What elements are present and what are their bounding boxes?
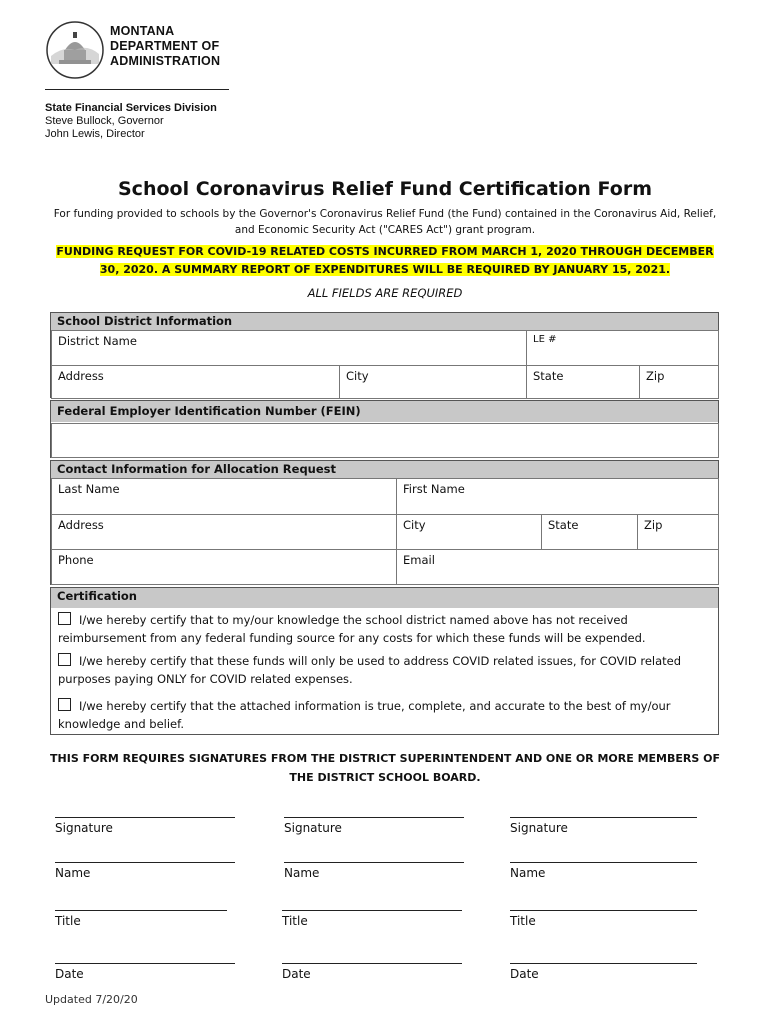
- certification-checkbox-3[interactable]: [58, 698, 71, 711]
- certification-checkbox-1[interactable]: [58, 612, 71, 625]
- name-label-2: Name: [284, 866, 320, 880]
- date-line-1[interactable]: [55, 963, 235, 964]
- funding-notice: [45, 243, 725, 279]
- phone-label: Phone: [58, 553, 94, 567]
- contact-address-label: Address: [58, 518, 104, 532]
- title-label-2: Title: [282, 914, 308, 928]
- contact-heading: Contact Information for Allocation Request: [51, 461, 718, 480]
- division-name: State Financial Services Division: [45, 102, 217, 114]
- name-label-3: Name: [510, 866, 546, 880]
- director-line: John Lewis, Director: [45, 128, 145, 140]
- contact-city-field[interactable]: [396, 514, 542, 550]
- fein-input[interactable]: [51, 423, 719, 458]
- le-number-label: LE #: [533, 334, 557, 345]
- district-city-label: City: [346, 369, 369, 383]
- contact-phone-field[interactable]: [51, 549, 397, 585]
- certification-heading: Certification: [51, 588, 718, 608]
- contact-first-name-field[interactable]: [396, 478, 719, 515]
- le-number-field[interactable]: [526, 330, 719, 366]
- district-zip-field[interactable]: [639, 365, 719, 399]
- name-label-1: Name: [55, 866, 91, 880]
- montana-capitol-logo: [45, 20, 105, 80]
- signature-line-2[interactable]: [284, 817, 464, 818]
- contact-city-label: City: [403, 518, 426, 532]
- last-name-label: Last Name: [58, 482, 120, 496]
- contact-state-field[interactable]: [541, 514, 638, 550]
- signature-line-3[interactable]: [510, 817, 697, 818]
- updated-date-footer: Updated 7/20/20: [45, 993, 138, 1006]
- district-name-label: District Name: [58, 334, 137, 348]
- certification-item-3: [58, 697, 718, 733]
- signature-label-3: Signature: [510, 821, 568, 835]
- signature-line-1[interactable]: [55, 817, 235, 818]
- title-line-3[interactable]: [510, 910, 697, 911]
- contact-zip-field[interactable]: [637, 514, 719, 550]
- signature-label-2: Signature: [284, 821, 342, 835]
- name-line-3[interactable]: [510, 862, 697, 863]
- all-fields-required: ALL FIELDS ARE REQUIRED: [307, 286, 463, 300]
- title-line-2[interactable]: [282, 910, 462, 911]
- title-label-1: Title: [55, 914, 81, 928]
- funding-notice-text: FUNDING REQUEST FOR COVID-19 RELATED COSTS INCURRED FROM MARCH 1, 2020 THROUGH DECEMBER 30, 2020. A SUMMARY REPORT OF EXPENDITURES WILL BE REQUIRED BY JANUARY 15, 2021.: [56, 245, 714, 276]
- title-label-3: Title: [510, 914, 536, 928]
- org-line-3: ADMINISTRATION: [110, 54, 221, 68]
- name-line-1[interactable]: [55, 862, 235, 863]
- governor-line: Steve Bullock, Governor: [45, 115, 164, 127]
- first-name-label: First Name: [403, 482, 465, 496]
- district-city-field[interactable]: [339, 365, 527, 399]
- date-label-2: Date: [282, 967, 311, 981]
- department-name: [110, 24, 220, 69]
- district-name-field[interactable]: [51, 330, 527, 366]
- contact-state-label: State: [548, 518, 579, 532]
- certification-item-2: [58, 652, 718, 688]
- date-line-3[interactable]: [510, 963, 697, 964]
- form-title: School Coronavirus Relief Fund Certification Form: [118, 178, 652, 200]
- certification-text-1: I/we hereby certify that to my/our knowledge the school district named above has not received reimbursement from any federal funding source for any costs for which these funds will be expended.: [58, 613, 646, 645]
- district-state-field[interactable]: [526, 365, 640, 399]
- date-line-2[interactable]: [282, 963, 462, 964]
- contact-email-field[interactable]: [396, 549, 719, 585]
- date-label-3: Date: [510, 967, 539, 981]
- contact-last-name-field[interactable]: [51, 478, 397, 515]
- org-line-2: DEPARTMENT OF: [110, 39, 220, 53]
- district-state-label: State: [533, 369, 564, 383]
- email-label: Email: [403, 553, 435, 567]
- contact-address-field[interactable]: [51, 514, 397, 550]
- org-line-1: MONTANA: [110, 24, 175, 38]
- division-block: [45, 102, 217, 141]
- certification-text-2: I/we hereby certify that these funds will only be used to address COVID related issues, for COVID related purposes paying ONLY for COVID related expenses.: [58, 654, 682, 686]
- certification-checkbox-2[interactable]: [58, 653, 71, 666]
- contact-zip-label: Zip: [644, 518, 663, 532]
- header-divider: [45, 89, 229, 90]
- title-line-1[interactable]: [55, 910, 227, 911]
- district-address-label: Address: [58, 369, 104, 383]
- signature-label-1: Signature: [55, 821, 113, 835]
- fein-heading: Federal Employer Identification Number (FEIN): [51, 401, 718, 422]
- form-subtitle: For funding provided to schools by the Governor's Coronavirus Relief Fund (the Fund) contained in the Coronavirus Aid, Relief, and Economic Security Act ("CARES Act") grant program.: [53, 208, 717, 236]
- district-address-field[interactable]: [51, 365, 340, 399]
- certification-item-1: [58, 611, 718, 647]
- certification-text-3: I/we hereby certify that the attached information is true, complete, and accurate to the best of my/our knowledge and belief.: [58, 699, 671, 731]
- name-line-2[interactable]: [284, 862, 464, 863]
- date-label-1: Date: [55, 967, 84, 981]
- school-district-heading: School District Information: [51, 313, 718, 332]
- signature-requirement-notice: THIS FORM REQUIRES SIGNATURES FROM THE DISTRICT SUPERINTENDENT AND ONE OR MORE MEMBERS OF THE DISTRICT SCHOOL BOARD.: [50, 752, 720, 784]
- district-zip-label: Zip: [646, 369, 665, 383]
